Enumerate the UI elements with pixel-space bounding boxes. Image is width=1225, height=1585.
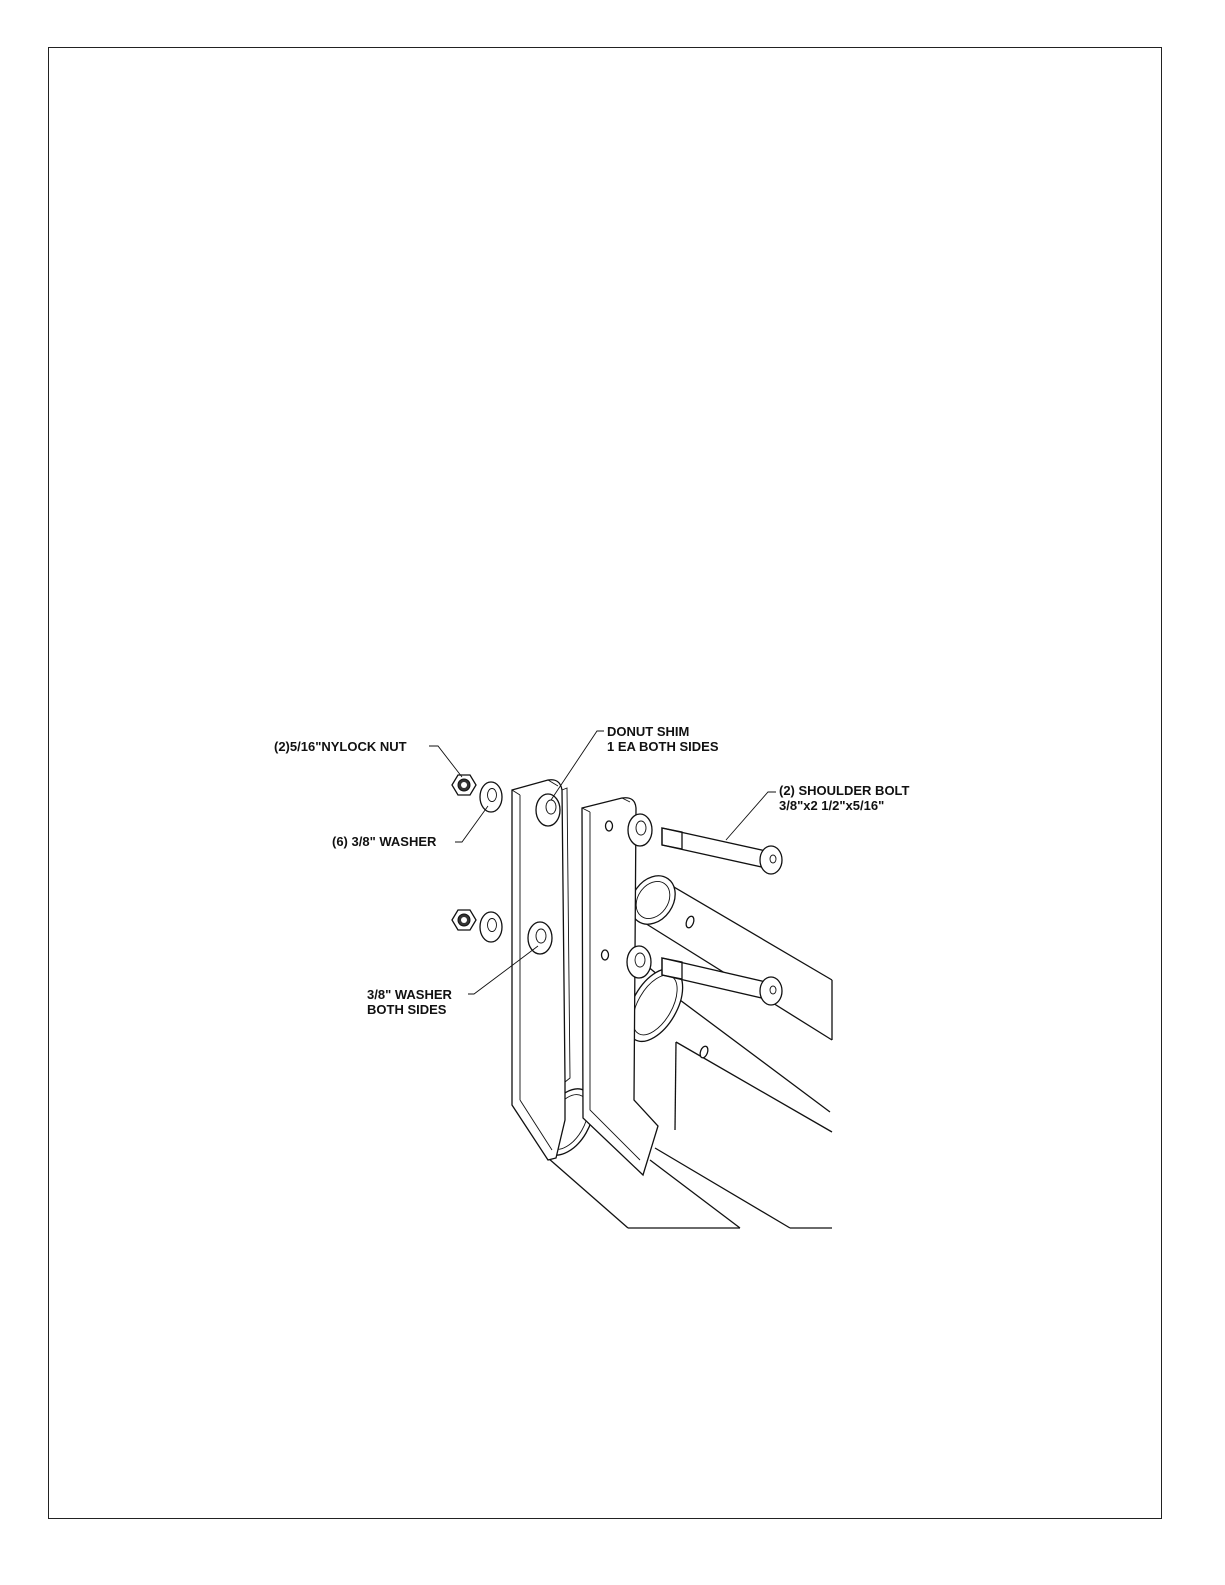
nylock-nut-lower (452, 910, 476, 930)
washer-qty-callout: (6) 3/8" WASHER (332, 834, 437, 849)
washer-both-callout-1: 3/8" WASHER (367, 987, 452, 1002)
washer-both-callout-2: BOTH SIDES (367, 1002, 447, 1017)
washer-lower-left (480, 912, 502, 942)
donut-shim-callout-2: 1 EA BOTH SIDES (607, 739, 719, 754)
shoulder-bolt-callout-1: (2) SHOULDER BOLT (779, 783, 910, 798)
shoulder-bolt-callout-2: 3/8"x2 1/2"x5/16" (779, 798, 885, 813)
inner-plate (512, 780, 570, 1160)
nylock-nut-upper (452, 775, 476, 795)
lower-tube (530, 1042, 832, 1228)
washer-upper-left (480, 782, 502, 812)
donut-shim-callout-1: DONUT SHIM (607, 724, 690, 739)
shoulder-bolt-upper (662, 828, 782, 874)
nylock-nut-callout: (2)5/16"NYLOCK NUT (274, 739, 407, 754)
